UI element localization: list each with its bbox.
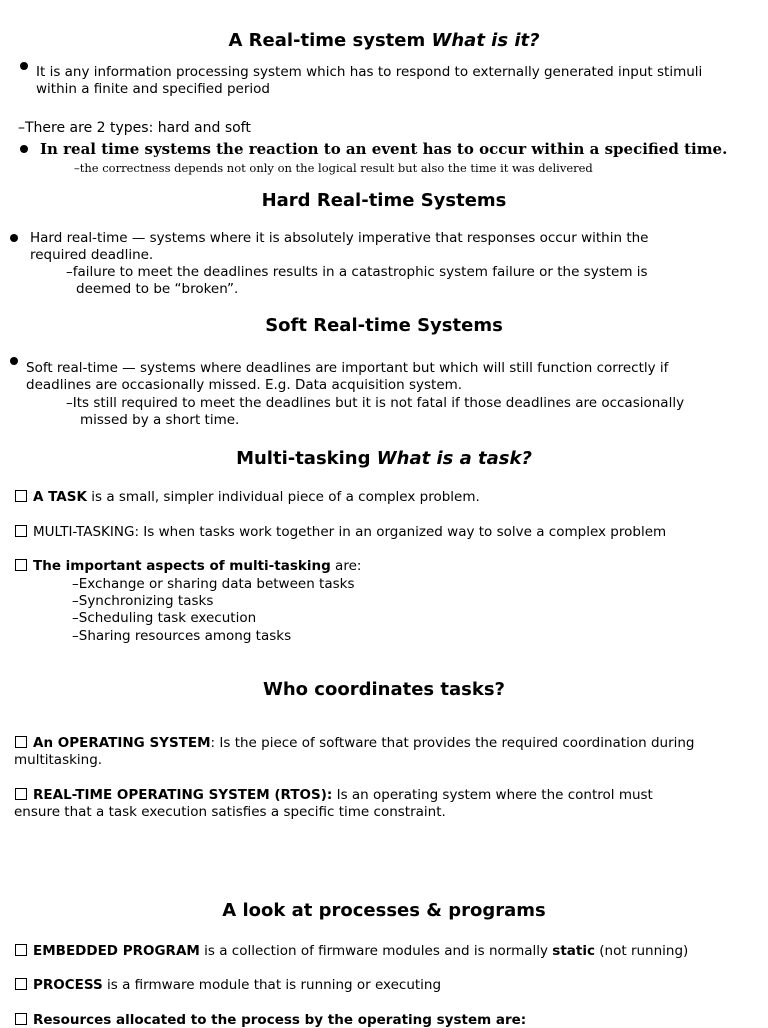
term: A TASK [33,489,87,505]
task-definition [15,489,480,505]
bullet-icon [10,357,18,365]
heading-italic-part: What is a task? [376,448,532,469]
text-line: It is any information processing system which has to respond to externally generated input stimuli [36,64,703,80]
text-line: multitasking. [14,752,103,768]
heading-realtime-system [0,30,768,51]
heading-part: Multi-tasking [236,448,377,469]
term: MULTI-TASKING [33,524,135,540]
text-line: ensure that a task execution satisfies a specific time constraint. [14,804,446,820]
term: Resources allocated to the process by the operating system are: [33,1012,527,1028]
definition: are: [330,558,362,574]
term: PROCESS [33,977,103,993]
bullet-icon [10,234,18,242]
term: REAL-TIME OPERATING SYSTEM (RTOS): [33,787,333,803]
text-line: –There are 2 types: hard and soft [18,120,251,136]
text-line: missed by a short time. [80,412,240,428]
emphasis: static [552,943,595,959]
checkbox-icon [15,559,27,571]
definition: is a small, simpler individual piece of a complex problem. [86,489,480,505]
resources-intro [15,1012,526,1028]
checkbox-icon [15,736,27,748]
text-line: Hard real-time — systems where it is absolutely imperative that responses occur within the [30,230,649,246]
bullet-icon [20,145,28,153]
text-line: required deadline. [30,247,154,263]
definition-end: (not running) [594,943,689,959]
term: The important aspects of multi-tasking [33,558,331,574]
aspect-item: –Exchange or sharing data between tasks [72,576,355,592]
text-line: deadlines are occasionally missed. E.g. Data acquisition system. [26,377,463,393]
heading-italic-part: What is it? [431,30,540,51]
text-line: –Its still required to meet the deadlines but it is not fatal if those deadlines are occasionally [66,395,685,411]
checkbox-icon [15,525,27,537]
text-line: within a finite and specified period [36,81,270,97]
bullet-icon [20,62,28,70]
checkbox-icon [15,490,27,502]
heading-who-coordinates: Who coordinates tasks? [263,679,505,700]
os-definition [15,735,695,751]
definition: : Is when tasks work together in an organized way to solve a complex problem [134,524,667,540]
embedded-program-definition [15,943,688,959]
definition: : Is the piece of software that provides the required coordination during [210,735,695,751]
aspect-item: –Synchronizing tasks [72,593,214,609]
checkbox-icon [15,944,27,956]
term: An OPERATING SYSTEM [33,735,211,751]
heading-processes-programs: A look at processes & programs [222,900,546,921]
text-line: Soft real-time — systems where deadlines are important but which will still function correctly if [26,360,669,376]
definition: is a firmware module that is running or executing [102,977,442,993]
heading-hard-realtime: Hard Real-time Systems [261,190,507,211]
text-line: In real time systems the reaction to an event has to occur within a specified time. [40,140,728,158]
rtos-definition [15,787,653,803]
heading-part: A Real-time system [228,30,432,51]
definition: Is an operating system where the control must [332,787,653,803]
heading-multitasking [0,448,768,469]
text-line: –the correctness depends not only on the logical result but also the time it was delivered [74,161,593,175]
text-line: –failure to meet the deadlines results in a catastrophic system failure or the system is [66,264,648,280]
checkbox-icon [15,978,27,990]
text-line: deemed to be “broken”. [76,281,239,297]
aspect-item: –Sharing resources among tasks [72,628,292,644]
definition: is a collection of firmware modules and is normally [199,943,553,959]
process-definition [15,977,441,993]
term: EMBEDDED PROGRAM [33,943,200,959]
aspects-intro [15,558,361,574]
checkbox-icon [15,788,27,800]
checkbox-icon [15,1013,27,1025]
heading-soft-realtime: Soft Real-time Systems [265,315,503,336]
multitasking-definition [15,524,666,540]
aspect-item: –Scheduling task execution [72,610,257,626]
